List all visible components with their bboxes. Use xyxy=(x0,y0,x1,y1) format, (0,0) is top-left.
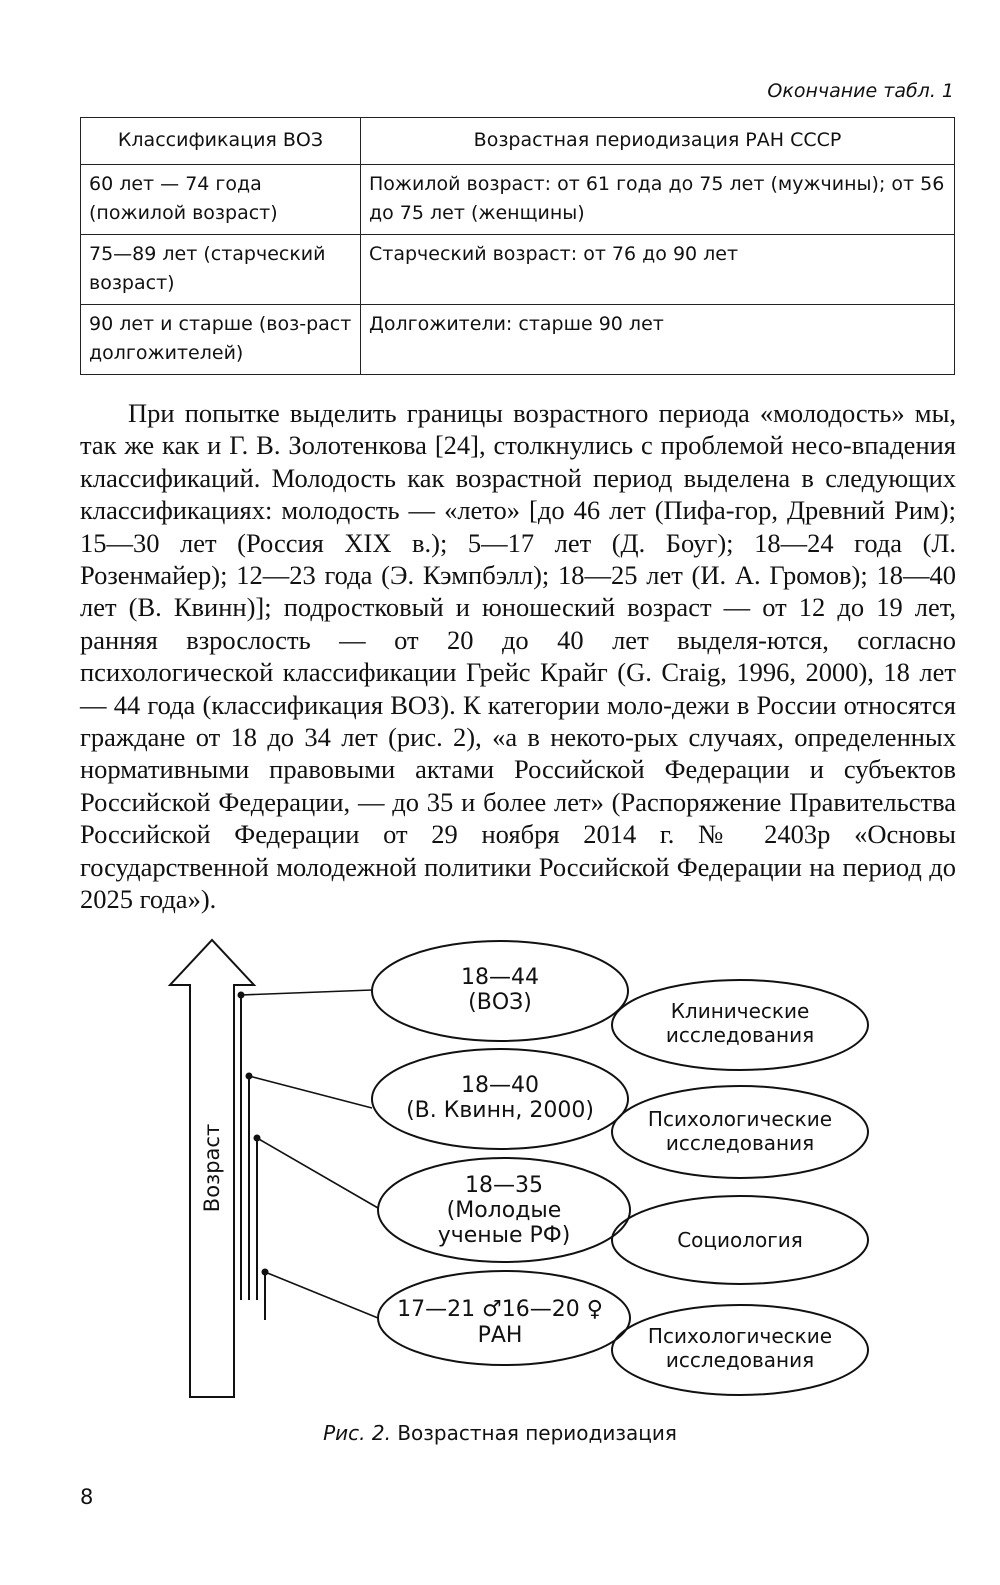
figure-caption xyxy=(0,1421,1000,1445)
table-cell: 60 лет — 74 года (пожилой возраст) xyxy=(81,165,361,235)
table-cell: 75—89 лет (старческий возраст) xyxy=(81,235,361,305)
table-continuation-caption: Окончание табл. 1 xyxy=(767,80,954,102)
paragraph: При попытке выделить границы возрастного периода «молодость» мы, так же как и Г. В. Золотенкова [24], столкнулись с проблемой несо-впадения классификаций. Молодость как возрастной период выделена в следующих классификациях: молодость — «лето» [до 46 лет (Пифа-гор, Древний Рим); 15—30 лет (Россия XIX в.); 5—17 лет (Д. Боуг); 18—24 года (Л. Розенмайер); 12—23 года (Э. Кэмпбэлл); 18—25 лет (И. А. Громов); 18—40 лет (В. Квинн)]; подростковый и юношеский возраст — от 12 до 19 лет, ранняя взрослость — от 20 до 40 лет выделя-ются, согласно психологической классификации Грейс Крайг (G. Craig, 1996, 2000), 18 лет — 44 года (классификация ВОЗ). К категории моло-дежи в России относятся граждане от 18 до 34 лет (рис. 2), «а в некото-рых случаях, определенных нормативными правовыми актами Российской Федерации и субъектов Российской Федерации, — до 35 и более лет» (Распоряжение Правительства Российской Федерации от 29 ноября 2014 г. № 2403р «Основы государственной молодежной политики Российской Федерации на период до 2025 года»). xyxy=(80,398,956,915)
category-label: исследования xyxy=(665,1348,815,1372)
range-value: 18—35 xyxy=(465,1173,543,1198)
category-label: Психологические xyxy=(647,1107,833,1131)
category-label: Психологические xyxy=(647,1324,833,1348)
connector-lines xyxy=(241,990,378,1318)
figure-caption-label: Рис. 2. xyxy=(323,1421,391,1445)
table-header-cell: Возрастная периодизация РАН СССР xyxy=(361,118,955,165)
category-label: Клинические xyxy=(670,999,810,1023)
range-value: 17—21 ♂16—20 ♀ xyxy=(397,1297,603,1322)
table-cell: 90 лет и старше (воз-раст долгожителей) xyxy=(81,305,361,375)
category-label: исследования xyxy=(665,1023,815,1047)
range-value: 18—44 xyxy=(461,965,539,990)
figure-caption-text: Возрастная периодизация xyxy=(397,1421,677,1445)
table-header-cell: Классификация ВОЗ xyxy=(81,118,361,165)
table-cell: Старческий возраст: от 76 до 90 лет xyxy=(361,235,955,305)
range-source: (Молодые xyxy=(446,1198,562,1223)
connector-stems xyxy=(241,995,265,1320)
category-label: Социология xyxy=(677,1228,803,1252)
table-cell: Долгожители: старше 90 лет xyxy=(361,305,955,375)
range-source: РАН xyxy=(477,1323,523,1348)
range-value: 18—40 xyxy=(461,1073,539,1098)
category-label: исследования xyxy=(665,1131,815,1155)
range-source: (ВОЗ) xyxy=(468,990,532,1015)
page-number: 8 xyxy=(80,1485,94,1509)
arrow-label: Возраст xyxy=(200,1123,224,1213)
table-cell: Пожилой возраст: от 61 года до 75 лет (мужчины); от 56 до 75 лет (женщины) xyxy=(361,165,955,235)
range-source: ученые РФ) xyxy=(437,1223,571,1248)
connector-dots xyxy=(238,992,269,1276)
range-source: (В. Квинн, 2000) xyxy=(406,1098,594,1123)
